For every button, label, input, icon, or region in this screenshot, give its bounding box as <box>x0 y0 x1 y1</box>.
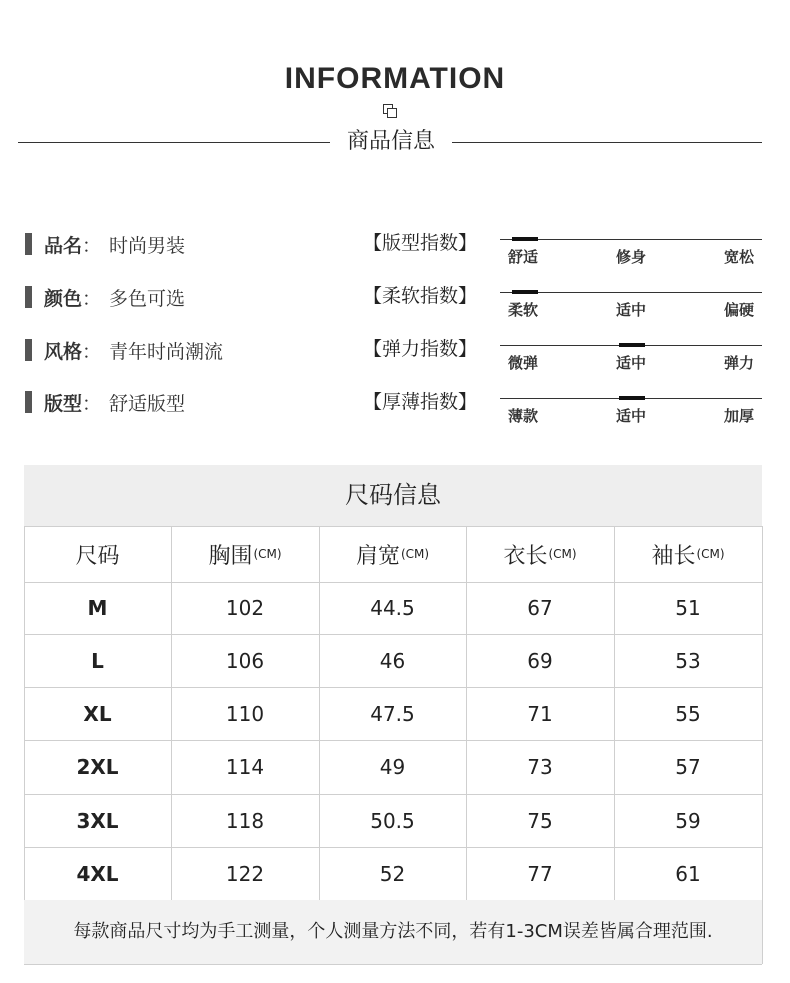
table-col-line <box>762 526 763 900</box>
info-title: INFORMATION <box>284 62 506 95</box>
table-cell: 53 <box>675 648 701 673</box>
index-option: 适中 <box>615 407 646 425</box>
table-cell: 73 <box>527 755 553 779</box>
table-header-cell <box>466 526 614 582</box>
header-rule-right <box>452 142 762 143</box>
size-label-cell: 4XL <box>76 861 119 886</box>
section-subtitle: 商品信息 <box>346 129 435 154</box>
table-header-cell <box>171 526 319 582</box>
bullet-bar <box>25 339 32 361</box>
header-unit: (CM) <box>548 547 577 561</box>
table-cell: 77 <box>527 861 553 886</box>
index-option: 加厚 <box>723 407 754 425</box>
index-scale-line <box>500 239 762 240</box>
index-scale-marker <box>512 290 538 294</box>
index-option: 偏硬 <box>723 301 754 319</box>
header-unit: (CM) <box>400 547 430 561</box>
table-header-cell <box>24 526 171 582</box>
table-row-line <box>24 964 762 965</box>
table-cell: 50.5 <box>370 808 415 833</box>
table-cell: 106 <box>225 648 265 673</box>
table-cell: 114 <box>225 755 265 779</box>
table-cell: 118 <box>225 808 265 833</box>
index-scale-line <box>500 292 762 293</box>
index-option: 适中 <box>615 354 646 372</box>
index-option: 薄款 <box>508 407 539 425</box>
index-label-stretch: 【弹力指数】 <box>363 338 478 360</box>
table-cell: 71 <box>527 701 553 726</box>
index-option: 柔软 <box>508 301 539 319</box>
table-cell: 102 <box>225 596 265 620</box>
attr-sep: ： <box>82 340 102 363</box>
attr-key: 版型 <box>44 392 83 415</box>
attr-value: 时尚男装 <box>109 234 186 257</box>
table-cell: 49 <box>379 755 406 779</box>
attr-value: 多色可选 <box>109 287 186 310</box>
header-label: 衣长 <box>503 543 548 569</box>
header-label: 袖长 <box>651 543 696 569</box>
table-cell: 75 <box>527 808 553 833</box>
attr-row-style <box>25 337 223 363</box>
table-cell: 51 <box>675 596 701 620</box>
overlapping-squares-icon <box>383 104 397 118</box>
attr-row-name <box>25 231 185 257</box>
bullet-bar <box>25 233 32 255</box>
table-header-cell <box>319 526 466 582</box>
index-option: 修身 <box>615 248 646 266</box>
attr-key: 品名 <box>44 234 83 257</box>
index-scale-marker <box>619 343 645 347</box>
table-cell: 55 <box>675 701 701 726</box>
index-scale-marker <box>619 396 645 400</box>
attr-value: 青年时尚潮流 <box>109 340 224 363</box>
size-label-cell: 2XL <box>76 755 119 779</box>
table-cell: 122 <box>225 861 265 886</box>
header-label: 尺码 <box>75 543 120 569</box>
header-label: 胸围 <box>208 543 253 569</box>
size-label-cell: XL <box>83 701 112 726</box>
table-cell: 61 <box>675 861 701 886</box>
attr-row-color <box>25 284 185 310</box>
table-cell: 57 <box>675 755 701 779</box>
table-cell: 59 <box>675 808 701 833</box>
index-scale-marker <box>512 237 538 241</box>
index-option: 适中 <box>615 301 646 319</box>
attr-sep: ： <box>82 287 102 310</box>
index-label-softness: 【柔软指数】 <box>363 285 478 307</box>
header-unit: (CM) <box>696 547 725 561</box>
header-label: 肩宽 <box>355 543 400 569</box>
table-header-cell <box>614 526 762 582</box>
table-cell: 44.5 <box>370 596 415 620</box>
attr-key: 颜色 <box>44 287 83 310</box>
table-cell: 47.5 <box>370 701 415 726</box>
table-cell: 110 <box>225 701 265 726</box>
index-option: 宽松 <box>723 248 754 266</box>
size-footnote: 每款商品尺寸均为手工测量，个人测量方法不同，若有1-3CM误差皆属合理范围. <box>73 921 713 942</box>
index-option: 舒适 <box>508 248 539 266</box>
size-table-title: 尺码信息 <box>345 481 441 509</box>
attr-value: 舒适版型 <box>109 392 186 415</box>
attr-sep: ： <box>82 392 102 415</box>
header-unit: (CM) <box>253 547 282 561</box>
index-label-thickness: 【厚薄指数】 <box>363 391 478 413</box>
table-cell: 52 <box>379 861 406 886</box>
index-option: 微弹 <box>508 354 539 372</box>
bullet-bar <box>25 286 32 308</box>
table-cell: 67 <box>527 596 553 620</box>
attr-key: 风格 <box>44 340 83 363</box>
index-label-fit: 【版型指数】 <box>363 232 478 254</box>
index-option: 弹力 <box>723 354 754 372</box>
table-cell: 46 <box>379 648 406 673</box>
attr-sep: ： <box>82 234 102 257</box>
table-cell: 69 <box>527 648 553 673</box>
attr-row-fit <box>25 389 185 415</box>
size-label-cell: L <box>91 648 104 673</box>
size-label-cell: 3XL <box>76 808 119 833</box>
header-rule-left <box>18 142 330 143</box>
size-label-cell: M <box>87 596 108 620</box>
bullet-bar <box>25 391 32 413</box>
table-col-line <box>762 900 763 964</box>
